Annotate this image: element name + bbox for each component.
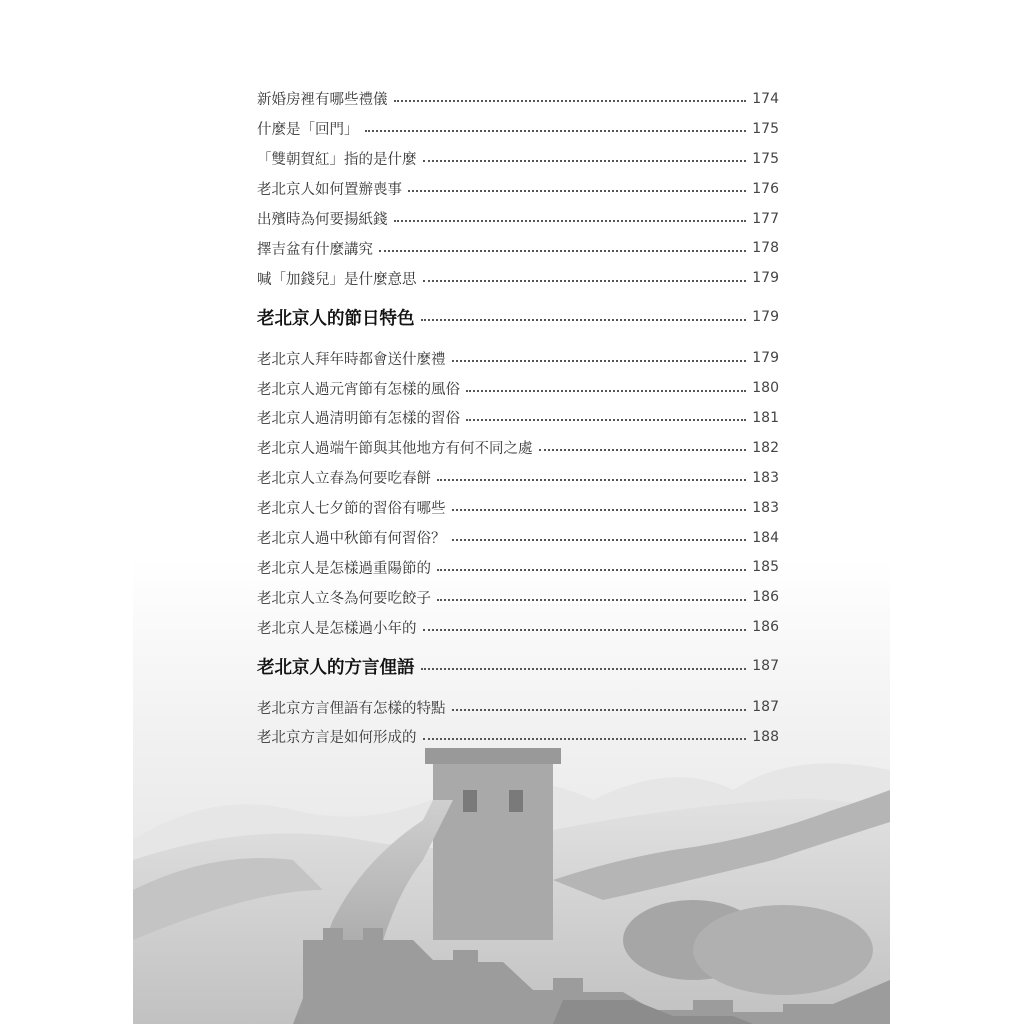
toc-entry[interactable] (257, 523, 779, 553)
toc-entry-title: 新婚房裡有哪些禮儀 (257, 92, 388, 109)
toc-page-number: 186 (752, 589, 779, 606)
toc-entry-title: 老北京人是怎樣過重陽節的 (257, 560, 431, 577)
toc-entry[interactable] (257, 174, 779, 204)
dot-leader (365, 129, 747, 132)
table-of-contents (257, 84, 779, 752)
toc-page-number: 179 (752, 270, 779, 287)
dot-leader (394, 99, 747, 102)
dot-leader (452, 708, 747, 711)
toc-entry[interactable] (257, 144, 779, 174)
toc-page-number: 177 (752, 210, 779, 227)
toc-entry[interactable] (257, 233, 779, 263)
toc-entry[interactable] (257, 114, 779, 144)
toc-page-number: 183 (752, 469, 779, 486)
toc-entry-title: 老北京人如何置辦喪事 (257, 182, 402, 199)
dot-leader (452, 359, 747, 362)
dot-leader (539, 448, 747, 451)
dot-leader (452, 508, 747, 511)
toc-entry[interactable] (257, 204, 779, 234)
toc-page-number: 179 (752, 309, 779, 326)
toc-page-number: 175 (752, 120, 779, 137)
toc-entry[interactable] (257, 263, 779, 293)
dot-leader (466, 418, 746, 421)
toc-page-number: 186 (752, 619, 779, 636)
toc-page-number: 180 (752, 380, 779, 397)
dot-leader (437, 478, 746, 481)
dot-leader (379, 249, 746, 252)
toc-page-number: 183 (752, 499, 779, 516)
toc-page-number: 185 (752, 559, 779, 576)
toc-entry-title: 老北京人過中秋節有何習俗？ (257, 531, 446, 548)
dot-leader (394, 219, 747, 222)
toc-entry-title: 老北京人立春為何要吃春餅 (257, 471, 431, 488)
toc-entry-title: 擇吉盆有什麼講究 (257, 241, 373, 258)
toc-page-number: 178 (752, 240, 779, 257)
toc-entry[interactable] (257, 552, 779, 582)
toc-entry[interactable] (257, 692, 779, 722)
dot-leader (452, 538, 747, 541)
toc-entry-title: 出殯時為何要揚紙錢 (257, 212, 388, 228)
toc-entry-title: 老北京方言俚語有怎樣的特點 (257, 700, 446, 717)
toc-section-heading[interactable] (257, 301, 779, 333)
toc-entry-title: 老北京人拜年時都會送什麼禮 (257, 351, 446, 368)
toc-entry-title: 喊「加錢兒」是什麼意思 (257, 271, 417, 288)
toc-entry-title: 老北京方言是如何形成的 (257, 730, 417, 747)
toc-entry-title: 老北京人的節日特色 (257, 308, 415, 329)
toc-page-number: 187 (752, 658, 779, 675)
toc-page-number: 176 (752, 180, 779, 197)
toc-page-number: 175 (752, 150, 779, 167)
toc-entry-title: 老北京人是怎樣過小年的 (257, 620, 417, 637)
toc-entry[interactable] (257, 612, 779, 642)
dot-leader (437, 568, 746, 571)
dot-leader (423, 628, 747, 631)
toc-page-number: 187 (752, 699, 779, 716)
dot-leader (421, 318, 747, 321)
toc-entry-title: 什麼是「回門」 (257, 122, 359, 139)
toc-entry-title: 老北京人過清明節有怎樣的習俗 (257, 411, 460, 428)
toc-entry[interactable] (257, 343, 779, 373)
toc-entry-title: 老北京人立冬為何要吃餃子 (257, 590, 431, 607)
toc-entry[interactable] (257, 373, 779, 403)
dot-leader (423, 279, 747, 282)
toc-entry[interactable] (257, 722, 779, 752)
toc-page-number: 179 (752, 350, 779, 367)
toc-entry-title: 「雙朝賀紅」指的是什麼 (257, 152, 417, 169)
toc-page-number: 182 (752, 439, 779, 456)
toc-page-number: 184 (752, 529, 779, 546)
toc-entry[interactable] (257, 84, 779, 114)
toc-section-heading[interactable] (257, 650, 779, 682)
toc-entry[interactable] (257, 433, 779, 463)
dot-leader (408, 189, 746, 192)
toc-page-number: 174 (752, 90, 779, 107)
toc-entry-title: 老北京人過端午節與其他地方有何不同之處 (257, 441, 533, 458)
toc-entry[interactable] (257, 403, 779, 433)
dot-leader (421, 667, 747, 670)
toc-entry[interactable] (257, 582, 779, 612)
dot-leader (466, 389, 746, 392)
toc-entry[interactable] (257, 463, 779, 493)
dot-leader (423, 737, 747, 740)
toc-page-number: 188 (752, 728, 779, 745)
toc-entry[interactable] (257, 493, 779, 523)
toc-entry-title: 老北京人七夕節的習俗有哪些 (257, 501, 446, 518)
toc-page-number: 181 (752, 409, 779, 426)
toc-entry-title: 老北京人的方言俚語 (257, 657, 415, 678)
dot-leader (437, 598, 746, 601)
dot-leader (423, 159, 747, 162)
toc-entry-title: 老北京人過元宵節有怎樣的風俗 (257, 381, 460, 398)
